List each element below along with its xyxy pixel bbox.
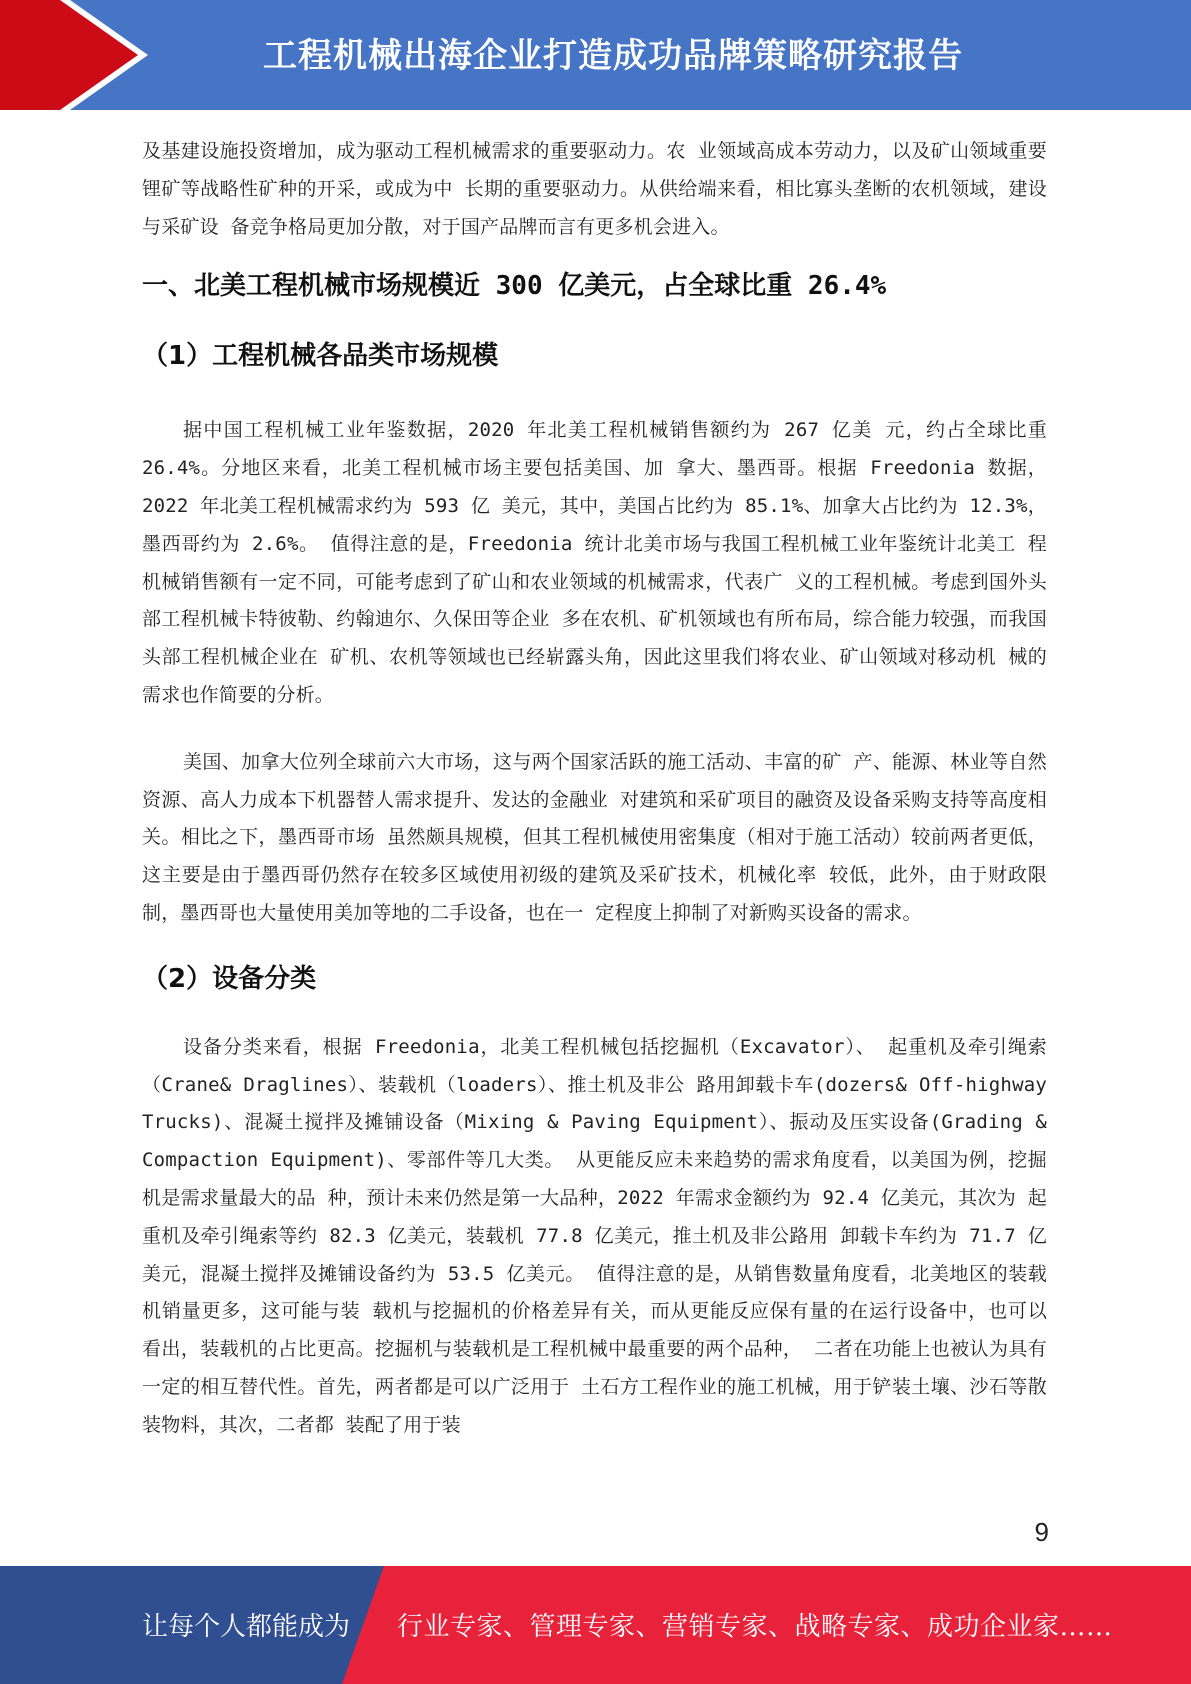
intro-paragraph: 及基建设施投资增加，成为驱动工程机械需求的重要驱动力。农 业领域高成本劳动力，以及矿山领域重要锂矿等战略性矿种的开采，或成为中 长期的重要驱动力。从供给端来看，相比寡头垄断的农机领域，建设与采矿设 备竞争格局更加分散，对于国产品牌而言有更多机会进入。 [142,140,1047,238]
report-title: 工程机械出海企业打造成功品牌策略研究报告 [263,36,963,76]
paragraph-markets: 美国、加拿大位列全球前六大市场，这与两个国家活跃的施工活动、丰富的矿 产、能源、林业等自然资源、高人力成本下机器替人需求提升、发达的金融业 对建筑和采矿项目的融资及设备采购支持等高度相关。相比之下，墨西哥市场 虽然颇具规模，但其工程机械使用密集度（相对于施工活动）较前两者更低， 这主要是由于墨西哥仍然存在较多区域使用初级的建筑及采矿技术，机械化率 较低，此外，由于财政限制，墨西哥也大量使用美加等地的二手设备，也在一 定程度上抑制了对新购买设备的需求。 [142,750,1047,924]
footer-slogan-right: 行业专家、管理专家、营销专家、战略专家、成功企业家…… [397,1612,1113,1642]
page-number: 9 [1034,1517,1049,1547]
paragraph-market-size: 据中国工程机械工业年鉴数据，2020 年北美工程机械销售额约为 267 亿美 元，约占全球比重 26.4%。分地区来看，北美工程机械市场主要包括美国、加 拿大、墨西哥。根据 Freedonia 数据，2022 年北美工程机械需求约为 593 亿 美元，其中，美国占比约为 85.1%、加拿大占比约为 12.3%，墨西哥约为 2.6%。 值得注意的是，Freedonia 统计北美市场与我国工程机械工业年鉴统计北美工 程机械销售额有一定不同，可能考虑到了矿山和农业领域的机械需求，代表广 义的工程机械。考虑到国外头部工程机械卡特彼勒、约翰迪尔、久保田等企业 多在农机、矿机领域也有所布局，综合能力较强，而我国头部工程机械企业在 矿机、农机等领域也已经崭露头角，因此这里我们将农业、矿山领域对移动机 械的需求也作简要的分析。 [142,419,1047,706]
paragraph-equipment-categories: 设备分类来看，根据 Freedonia，北美工程机械包括挖掘机（Excavator）、 起重机及牵引绳索（Crane& Draglines）、装载机（loaders）、推土机及非公 路用卸载卡车(dozers& Off-highway Trucks)、混凝土搅拌及摊铺设备（Mixing & Paving Equipment）、振动及压实设备(Grading & Compaction Equipment)、零部件等几大类。 从更能反应未来趋势的需求角度看，以美国为例，挖掘机是需求量最大的品 种，预计未来仍然是第一大品种，2022 年需求金额约为 92.4 亿美元，其次为 起重机及牵引绳索等约 82.3 亿美元，装载机 77.8 亿美元，推土机及非公路用 卸载卡车约为 71.7 亿美元，混凝土搅拌及摊铺设备约为 53.5 亿美元。 值得注意的是，从销售数量角度看，北美地区的装载机销量更多，这可能与装 载机与挖掘机的价格差异有关，而从更能反应保有量的在运行设备中，也可以 看出，装载机的占比更高。挖掘机与装载机是工程机械中最重要的两个品种， 二者在功能上也被认为具有一定的相互替代性。首先，两者都是可以广泛用于 土石方工程作业的施工机械，用于铲装土壤、沙石等散装物料，其次，二者都 装配了用于装 [142,1035,1047,1436]
page-header [0,0,1191,110]
section-heading: 一、北美工程机械市场规模近 300 亿美元，占全球比重 26.4% [142,271,887,302]
subsection-heading-2: （2）设备分类 [142,963,317,994]
page-footer [0,1566,1191,1684]
footer-slogan-left: 让每个人都能成为 [142,1612,351,1642]
subsection-heading-1: （1）工程机械各品类市场规模 [142,341,499,372]
page-content [142,133,1047,1445]
